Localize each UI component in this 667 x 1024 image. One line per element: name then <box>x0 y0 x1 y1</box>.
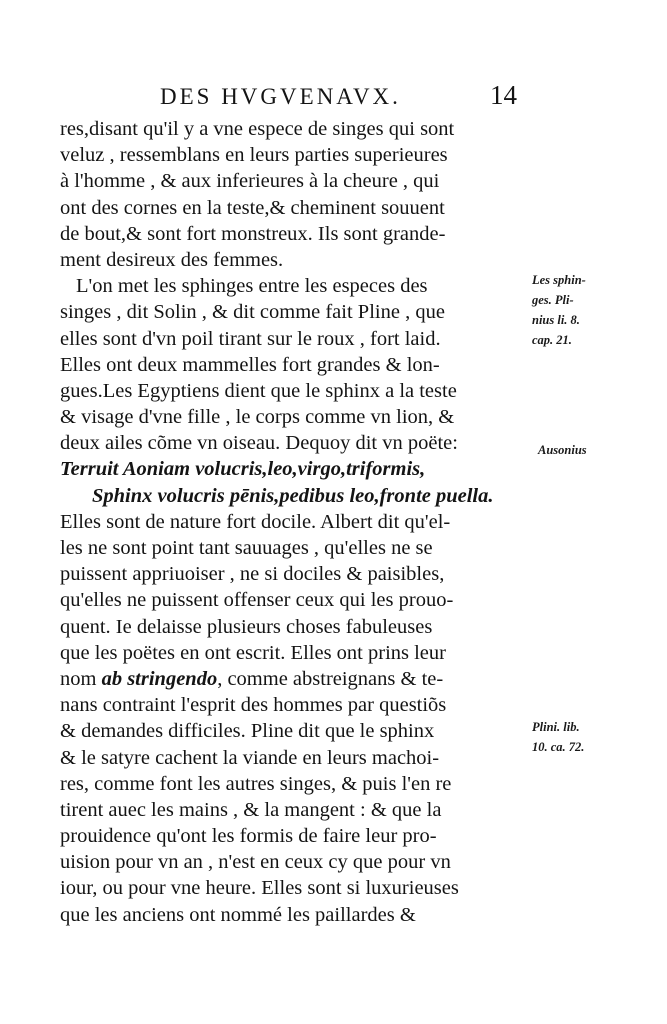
text-line: & le satyre cachent la viande en leurs machoi- <box>60 746 440 769</box>
margin-line: 10. ca. 72. <box>532 740 585 754</box>
body-text <box>60 116 522 928</box>
text-line: puissent appriuoiser , ne si dociles & paisibles, <box>60 563 445 586</box>
page-number: 14 <box>490 80 517 110</box>
text-line: elles sont d'vn poil tirant sur le roux , fort laid. <box>60 327 441 350</box>
text-line <box>60 666 522 692</box>
verse-line: Sphinx volucris pēnis,pedibus leo,fronte puella. <box>92 484 494 507</box>
text-line: gues.Les Egyptiens dient que le sphinx a la teste <box>60 379 457 402</box>
margin-line: Plini. lib. <box>532 720 580 734</box>
text-line: les ne sont point tant sauuages , qu'elles ne se <box>60 537 433 559</box>
running-head: DES HVGVENAVX. <box>160 84 401 109</box>
text-line: quent. Ie delaisse plusieurs choses fabuleuses <box>60 615 433 638</box>
margin-line: nius li. 8. <box>532 313 580 327</box>
latin-phrase: ab stringendo <box>101 667 218 690</box>
text-line: & visage d'vne fille , le corps comme vn lion, & <box>60 406 455 429</box>
margin-note-solin <box>532 270 586 350</box>
text-line: qu'elles ne puissent offenser ceux qui les prouo- <box>60 589 454 612</box>
text-line: singes , dit Solin , & dit comme fait Pline , que <box>60 301 445 324</box>
text-line: Elles sont de nature fort docile. Albert dit qu'el- <box>60 510 451 533</box>
text-fragment: , comme abstreignans & te- <box>217 667 444 690</box>
text-line: nans contraint l'esprit des hommes par questiõs <box>60 694 447 717</box>
text-fragment: nom <box>60 667 97 690</box>
text-line: res,disant qu'il y a vne espece de singes qui sont <box>60 118 455 140</box>
page-header <box>150 80 550 114</box>
text-line: L'on met les sphinges entre les especes des <box>76 275 428 298</box>
margin-line: ges. Pli- <box>532 293 574 307</box>
text-line: ont des cornes en la teste,& cheminent souuent <box>60 196 445 219</box>
text-line: à l'homme , & aux inferieures à la cheure , qui <box>60 170 440 193</box>
margin-line: Ausonius <box>538 443 587 457</box>
text-line: de bout,& sont fort monstreux. Ils sont grande- <box>60 222 446 245</box>
text-line: ment desireux des femmes. <box>60 248 284 271</box>
margin-line: Les sphin- <box>532 273 586 287</box>
text-line: deux ailes cõme vn oiseau. Dequoy dit vn poëte: <box>60 432 458 455</box>
text-line: Elles ont deux mammelles fort grandes & lon- <box>60 353 440 376</box>
margin-note-pline <box>532 717 584 757</box>
text-line: tirent auec les mains , & la mangent : & que la <box>60 798 442 821</box>
text-line: prouidence qu'ont les formis de faire leur pro- <box>60 825 437 848</box>
text-line: que les poëtes en ont escrit. Elles ont prins leur <box>60 641 446 664</box>
margin-note-ausonius <box>538 440 587 460</box>
margin-line: cap. 21. <box>532 333 572 347</box>
text-line: uision pour vn an , n'est en ceux cy que pour vn <box>60 851 451 874</box>
text-line: & demandes difficiles. Pline dit que le sphinx <box>60 720 435 743</box>
text-line: que les anciens ont nommé les paillardes & <box>60 903 416 926</box>
text-line: veluz , ressemblans en leurs parties superieures <box>60 144 448 167</box>
text-line: iour, ou pour vne heure. Elles sont si luxurieuses <box>60 877 459 900</box>
text-line: res, comme font les autres singes, & puis l'en re <box>60 772 452 795</box>
verse-line: Terruit Aoniam volucris,leo,virgo,triformis, <box>60 458 426 481</box>
